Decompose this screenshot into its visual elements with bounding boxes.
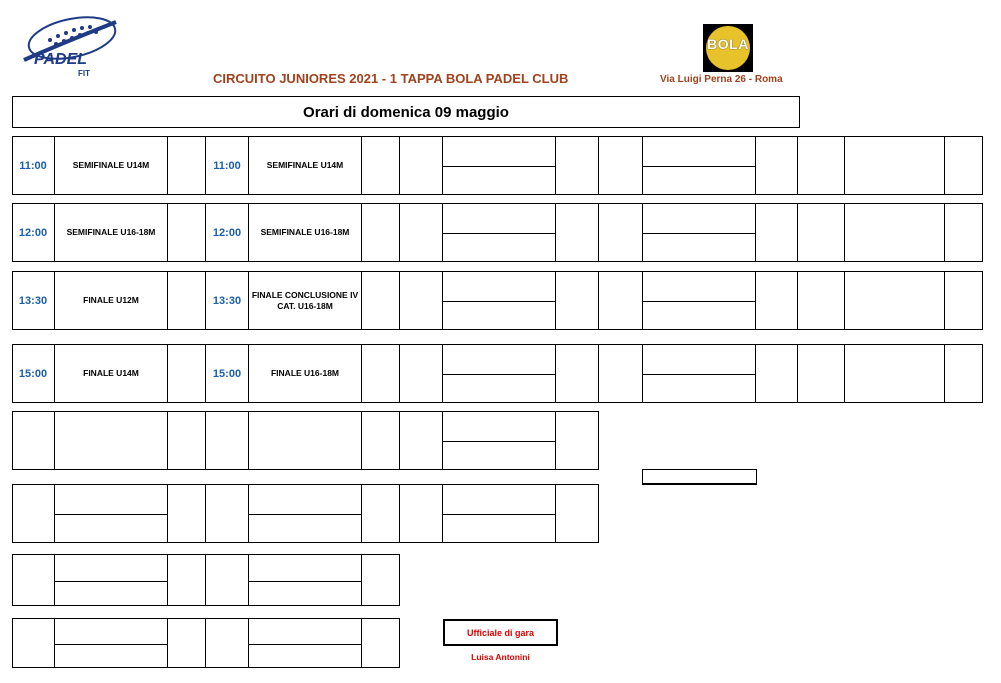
table-cell	[400, 345, 443, 403]
table-cell	[556, 137, 599, 195]
table-cell	[168, 204, 206, 262]
table-cell	[249, 412, 362, 470]
split-line	[443, 514, 555, 515]
table-cell	[643, 272, 756, 330]
table-cell	[400, 204, 443, 262]
table-cell	[845, 204, 945, 262]
table-cell	[362, 137, 400, 195]
official-name: Luisa Antonini	[471, 652, 530, 662]
table-cell	[556, 345, 599, 403]
split-line	[443, 441, 555, 442]
table-cell	[168, 619, 206, 668]
table-cell	[556, 412, 599, 470]
match-cell: SEMIFINALE U16-18M	[55, 204, 168, 262]
table-cell	[643, 137, 756, 195]
time-cell: 12:00	[12, 204, 55, 262]
table-cell	[362, 555, 400, 606]
table-cell	[443, 345, 556, 403]
table-cell	[599, 345, 643, 403]
table-cell	[362, 204, 400, 262]
split-line	[643, 374, 755, 375]
table-cell	[362, 619, 400, 668]
table-cell	[443, 412, 556, 470]
split-line	[443, 374, 555, 375]
fit-logo-text: FIT	[78, 69, 90, 78]
table-cell	[12, 555, 55, 606]
table-cell	[945, 204, 983, 262]
match-cell: FINALE U14M	[55, 345, 168, 403]
table-cell	[443, 137, 556, 195]
table-cell	[168, 412, 206, 470]
table-cell	[945, 137, 983, 195]
table-cell	[249, 619, 362, 668]
table-cell	[168, 555, 206, 606]
split-line	[443, 233, 555, 234]
table-cell	[845, 272, 945, 330]
split-line	[55, 644, 167, 645]
time-cell: 13:30	[206, 272, 249, 330]
match-cell: SEMIFINALE U14M	[249, 137, 362, 195]
table-cell	[643, 345, 756, 403]
table-cell	[12, 412, 55, 470]
table-cell	[798, 272, 845, 330]
table-cell	[845, 345, 945, 403]
split-line	[643, 233, 755, 234]
official-label: Ufficiale di gara	[443, 619, 558, 646]
empty-box	[642, 469, 757, 485]
time-cell: 15:00	[206, 345, 249, 403]
padel-logo	[20, 16, 120, 80]
table-cell	[443, 485, 556, 543]
table-cell	[249, 555, 362, 606]
match-cell: SEMIFINALE U14M	[55, 137, 168, 195]
time-cell: 15:00	[12, 345, 55, 403]
time-cell: 13:30	[12, 272, 55, 330]
table-cell	[845, 137, 945, 195]
time-cell: 11:00	[12, 137, 55, 195]
table-cell	[168, 137, 206, 195]
table-cell	[206, 619, 249, 668]
table-cell	[599, 204, 643, 262]
table-cell	[556, 485, 599, 543]
table-cell	[556, 272, 599, 330]
table-cell	[599, 137, 643, 195]
split-line	[249, 514, 361, 515]
table-cell	[168, 485, 206, 543]
table-cell	[362, 272, 400, 330]
table-cell	[55, 412, 168, 470]
match-cell: FINALE U12M	[55, 272, 168, 330]
table-cell	[206, 485, 249, 543]
page-title: CIRCUITO JUNIORES 2021 - 1 TAPPA BOLA PADEL CLUB	[213, 71, 569, 86]
table-cell	[443, 272, 556, 330]
table-cell	[756, 137, 798, 195]
table-cell	[443, 204, 556, 262]
table-cell	[945, 272, 983, 330]
table-cell	[12, 619, 55, 668]
table-cell	[756, 204, 798, 262]
bola-logo	[703, 24, 753, 72]
split-line	[643, 166, 755, 167]
padel-logo-text: PADEL	[34, 51, 88, 68]
table-cell	[55, 555, 168, 606]
table-cell	[206, 555, 249, 606]
table-cell	[643, 204, 756, 262]
bola-logo-text: BOLA	[707, 36, 749, 52]
table-cell	[12, 485, 55, 543]
table-cell	[798, 204, 845, 262]
table-cell	[756, 272, 798, 330]
table-cell	[55, 485, 168, 543]
table-cell	[55, 619, 168, 668]
split-line	[443, 301, 555, 302]
match-cell: SEMIFINALE U16-18M	[249, 204, 362, 262]
match-cell: FINALE U16-18M	[249, 345, 362, 403]
table-cell	[400, 272, 443, 330]
table-cell	[798, 345, 845, 403]
split-line	[55, 514, 167, 515]
table-cell	[556, 204, 599, 262]
table-cell	[362, 485, 400, 543]
match-cell: FINALE CONCLUSIONE IV CAT. U16-18M	[249, 272, 362, 330]
split-line	[443, 166, 555, 167]
split-line	[643, 301, 755, 302]
table-cell	[400, 485, 443, 543]
table-cell	[249, 485, 362, 543]
time-cell: 11:00	[206, 137, 249, 195]
split-line	[249, 644, 361, 645]
table-cell	[362, 345, 400, 403]
table-cell	[599, 272, 643, 330]
split-line	[249, 581, 361, 582]
time-cell: 12:00	[206, 204, 249, 262]
table-cell	[945, 345, 983, 403]
table-cell	[206, 412, 249, 470]
table-cell	[168, 272, 206, 330]
club-address: Via Luigi Perna 26 - Roma	[660, 74, 783, 85]
split-line	[55, 581, 167, 582]
schedule-subtitle: Orari di domenica 09 maggio	[12, 96, 800, 128]
table-cell	[756, 345, 798, 403]
table-cell	[798, 137, 845, 195]
table-cell	[400, 137, 443, 195]
table-cell	[362, 412, 400, 470]
table-cell	[168, 345, 206, 403]
table-cell	[400, 412, 443, 470]
